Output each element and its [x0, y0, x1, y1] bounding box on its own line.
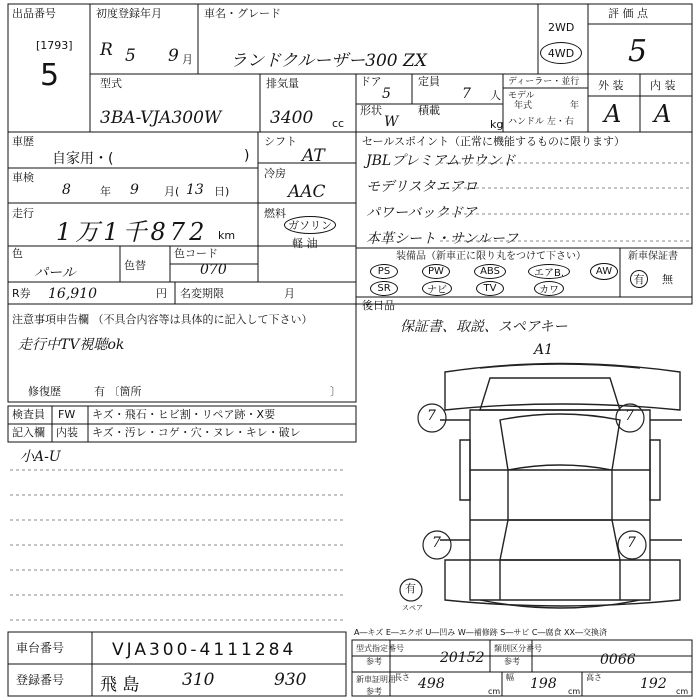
notes-value: 走行中TV視聴ok	[18, 337, 125, 353]
class-value: 0066	[600, 652, 636, 668]
shift-value: AT	[302, 146, 325, 166]
notes-label: 注意事項申告欄 （不具合内容等は具体的に記入して下さい）	[12, 313, 313, 326]
shaken-day: 13	[186, 182, 204, 198]
length-value: 498	[418, 676, 445, 692]
shaken-month: 9	[130, 182, 139, 198]
model-value: 3BA-VJA300W	[100, 108, 222, 128]
month-unit: 月	[182, 53, 193, 66]
spare-tire-mark: 有	[405, 582, 416, 595]
name-change-label: 名変期限	[180, 287, 224, 300]
model-approval-sub: 参考	[366, 657, 382, 666]
cert-label: 新車証明用	[356, 675, 396, 684]
interior-label: 内 装	[650, 79, 676, 92]
equipment-pw: PW	[422, 264, 450, 279]
class-label: 類別区分番号	[494, 644, 542, 653]
sales-point: パワーバックドア	[366, 205, 477, 221]
equipment-tv: TV	[476, 281, 504, 296]
lot-number-value: 5	[40, 58, 60, 93]
equipment-leather: カワ	[534, 281, 564, 296]
shape-value: W	[384, 114, 399, 130]
length-unit: cm	[488, 687, 501, 696]
shaken-year-unit: 年	[100, 185, 111, 198]
fuel-label: 燃料	[264, 207, 286, 220]
tire-mark-rear-left: 7	[432, 535, 441, 551]
displacement-value: 3400	[270, 108, 314, 128]
fuel-diesel: 軽 油	[292, 237, 318, 250]
inspector-fw-label: FW	[58, 408, 76, 421]
color-code-value: 070	[200, 262, 227, 278]
equipment-navi: ナビ	[422, 281, 452, 296]
model-label: 型式	[100, 77, 122, 90]
lot-code: [1793]	[36, 39, 73, 52]
tint-label: 色替	[124, 259, 146, 272]
height-unit: cm	[676, 687, 689, 696]
first-registration-label: 初度登録年月	[96, 7, 162, 20]
model-year-sub: 年式	[514, 101, 533, 111]
tire-mark-rear-right: 7	[627, 535, 636, 551]
equipment-aw: AW	[590, 263, 618, 280]
capacity-value: 7	[462, 86, 471, 102]
sales-point: 本革シート・サンルーフ	[366, 231, 519, 247]
model-approval-label: 型式指定番号	[356, 644, 404, 653]
diagram-top-mark: A1	[534, 342, 554, 358]
capacity-label: 定員	[418, 75, 440, 88]
first-registration-month: 9	[168, 46, 179, 66]
color-value: パール	[34, 265, 76, 281]
inspector-int-label: 内装	[56, 426, 78, 439]
ac-value: AAC	[288, 182, 326, 202]
dealer-label: ディーラー・並行	[508, 77, 580, 87]
drive-2wd: 2WD	[548, 21, 575, 34]
plate-region: 飛 島	[100, 675, 140, 695]
equipment-abs: ABS	[474, 264, 506, 279]
year-unit: 年	[570, 101, 580, 111]
inspector-label-bottom: 記入欄	[12, 426, 45, 439]
equipment-sr: SR	[370, 281, 398, 296]
shaken-day-close: 日)	[214, 185, 230, 198]
width-label: 幅	[506, 673, 514, 682]
grade-value: 5	[628, 34, 648, 69]
interior-grade: A	[654, 100, 672, 128]
cert-sub: 参考	[366, 687, 382, 696]
car-name-label: 車名・グレード	[204, 7, 281, 20]
width-unit: cm	[568, 687, 581, 696]
history-close: )	[244, 148, 250, 164]
capacity-unit: 人	[490, 89, 501, 102]
color-label: 色	[12, 247, 23, 260]
mileage-value: 1万1千872	[56, 218, 209, 246]
tire-mark-front-left: 7	[427, 408, 436, 424]
sales-point: モデリスタエアロ	[366, 179, 478, 195]
shaken-month-unit: 月(	[164, 185, 180, 198]
first-registration-year: 5	[125, 46, 136, 66]
inspector-remark: 小A-U	[20, 449, 61, 465]
lot-number-label: 出品番号	[12, 7, 56, 20]
repair-history-value: 有 〔箇所	[94, 385, 142, 398]
inspector-fw-items: キズ・飛石・ヒビ割・リペア跡・X要	[92, 408, 276, 421]
sales-point: JBLプレミアムサウンド	[366, 153, 516, 169]
shaken-label: 車検	[12, 171, 34, 184]
inspector-label-top: 検査員	[12, 408, 45, 421]
equipment-airbag: エアB.	[528, 264, 570, 279]
car-name-value: ランドクルーザー300 ZX	[230, 51, 427, 71]
repair-history-close: 〕	[330, 385, 341, 398]
inspector-int-items: キズ・汚レ・コゲ・穴・ヌレ・キレ・破レ	[92, 426, 301, 439]
class-sub: 参考	[504, 657, 520, 666]
equipment-label: 装備品（新車正に限り丸をつけて下さい）	[396, 251, 586, 262]
exterior-grade: A	[604, 100, 622, 128]
tire-mark-front-right: 7	[625, 408, 634, 424]
fuel-gas-circled: ガソリン	[284, 216, 336, 234]
load-label: 積載	[418, 104, 440, 117]
name-change-month-unit: 月	[284, 287, 295, 300]
history-value: 自家用・(	[52, 151, 114, 167]
recycle-label: R券	[12, 287, 31, 300]
grade-label: 評 価 点	[608, 7, 648, 20]
displacement-label: 排気量	[266, 77, 299, 90]
handle-label: ハンドル 左・右	[508, 117, 574, 127]
shift-label: シフト	[264, 135, 297, 148]
shaken-year: 8	[62, 182, 71, 198]
damage-legend: A―キズ E―エクボ U―凹み W―補修跡 S―サビ C―腐食 XX―交換済	[354, 628, 608, 637]
model-approval-value: 20152	[440, 650, 485, 666]
shape-label: 形状	[360, 104, 382, 117]
sales-points-label: セールスポイント（正常に機能するものに限ります）	[362, 135, 626, 148]
plate-number: 930	[274, 670, 307, 690]
color-code-label: 色コード	[174, 247, 218, 260]
plate-label: 登録番号	[16, 673, 65, 687]
width-value: 198	[530, 676, 557, 692]
warranty-with-circled: 有	[630, 270, 648, 288]
warranty-without: 無	[662, 273, 673, 286]
chassis-label: 車台番号	[16, 641, 65, 655]
length-label: 長さ	[394, 673, 410, 682]
ac-label: 冷房	[264, 167, 286, 180]
mileage-label: 走行	[12, 207, 34, 220]
height-label: 高さ	[586, 673, 602, 682]
history-label: 車歴	[12, 135, 34, 148]
later-items-value: 保証書、取説、スペアキー	[400, 319, 568, 335]
model-year-label: モデル	[508, 91, 535, 101]
load-unit: kg	[490, 118, 504, 131]
mileage-unit: km	[218, 229, 236, 242]
first-registration-era: R	[100, 40, 113, 60]
displacement-unit: cc	[332, 117, 345, 130]
drive-4wd-circled: 4WD	[540, 42, 582, 64]
door-value: 5	[382, 86, 391, 102]
chassis-value: VJA300-4111284	[112, 640, 297, 660]
recycle-value: 16,910	[48, 286, 97, 302]
plate-class: 310	[182, 670, 215, 690]
spare-tire-label: スペア	[402, 604, 423, 612]
new-car-warranty-label: 新車保証書	[628, 251, 678, 262]
door-label: ドア	[360, 75, 382, 88]
height-value: 192	[640, 676, 667, 692]
repair-history-label: 修復歴	[28, 385, 61, 398]
exterior-label: 外 装	[598, 79, 624, 92]
recycle-unit: 円	[156, 287, 167, 300]
equipment-ps: PS	[370, 264, 398, 279]
later-items-label: 後日品	[362, 299, 395, 312]
